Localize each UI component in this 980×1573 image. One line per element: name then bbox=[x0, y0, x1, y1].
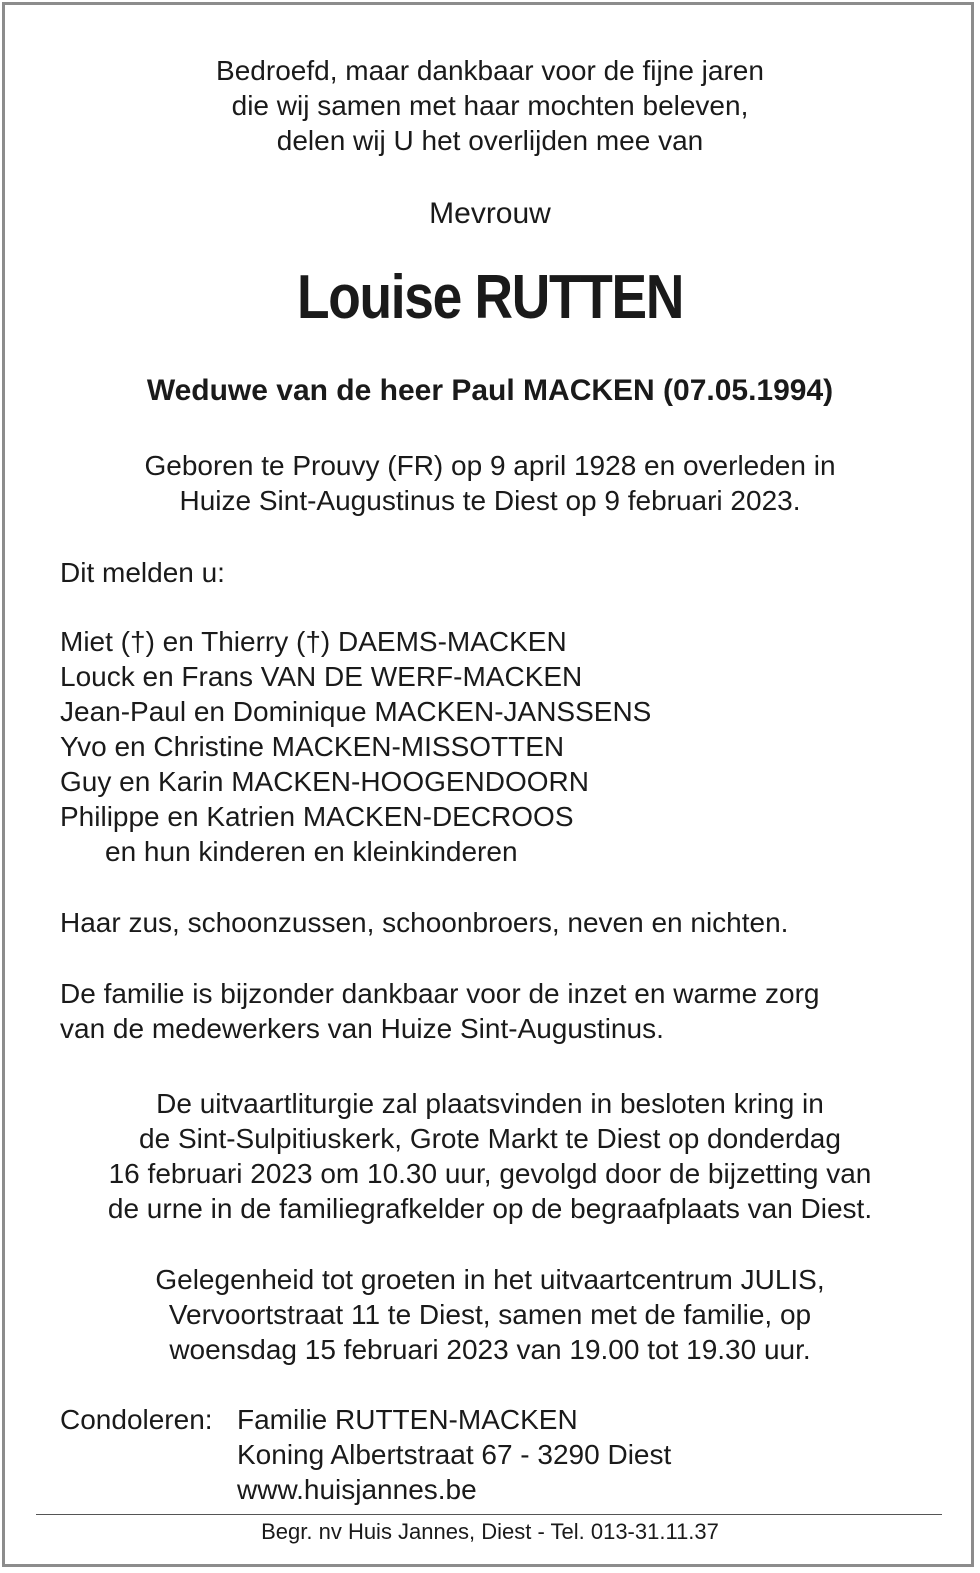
birth-death-line: Huize Sint-Augustinus te Diest op 9 februari 2023. bbox=[179, 485, 801, 516]
funeral-line: De uitvaartliturgie zal plaatsvinden in besloten kring in bbox=[156, 1088, 824, 1119]
funeral-line: 16 februari 2023 om 10.30 uur, gevolgd door de bijzetting van bbox=[108, 1158, 872, 1189]
footer-divider bbox=[36, 1514, 942, 1515]
family-member: Yvo en Christine MACKEN-MISSOTTEN bbox=[60, 731, 565, 762]
intro-line: delen wij U het overlijden mee van bbox=[276, 125, 704, 156]
family-member: Jean-Paul en Dominique MACKEN-JANSSENS bbox=[60, 696, 652, 727]
family-member: Guy en Karin MACKEN-HOOGENDOORN bbox=[60, 766, 589, 797]
birth-death-line: Geboren te Prouvy (FR) op 9 april 1928 en overleden in bbox=[144, 450, 836, 481]
intro-line: die wij samen met haar mochten beleven, bbox=[231, 90, 749, 121]
thanks-line: De familie is bijzonder dankbaar voor de inzet en warme zorg bbox=[60, 978, 820, 1009]
relatives-line: Haar zus, schoonzussen, schoonbroers, neven en nichten. bbox=[60, 907, 789, 938]
funeral-line: de urne in de familiegrafkelder op de begraafplaats van Diest. bbox=[107, 1193, 873, 1224]
deceased-relation: Weduwe van de heer Paul MACKEN (07.05.1994) bbox=[146, 374, 834, 407]
funeral-line: de Sint-Sulpitiuskerk, Grote Markt te Diest op donderdag bbox=[139, 1123, 841, 1154]
condolences-website-link[interactable]: www.huisjannes.be bbox=[237, 1474, 477, 1505]
family-member: Philippe en Katrien MACKEN-DECROOS bbox=[60, 801, 574, 832]
visitation-line: Vervoortstraat 11 te Diest, samen met de familie, op bbox=[168, 1299, 812, 1330]
condolences-address: Koning Albertstraat 67 - 3290 Diest bbox=[237, 1439, 672, 1470]
condolences-family: Familie RUTTEN-MACKEN bbox=[237, 1404, 578, 1435]
thanks-line: van de medewerkers van Huize Sint-Augustinus. bbox=[60, 1013, 664, 1044]
funeral-home-footer: Begr. nv Huis Jannes, Diest - Tel. 013-31.11.37 bbox=[261, 1519, 719, 1544]
visitation-line: woensdag 15 februari 2023 van 19.00 tot 19.30 uur. bbox=[169, 1334, 811, 1365]
deceased-name: Louise RUTTEN bbox=[296, 263, 684, 332]
visitation-line: Gelegenheid tot groeten in het uitvaartcentrum JULIS, bbox=[155, 1264, 825, 1295]
intro-line: Bedroefd, maar dankbaar voor de fijne jaren bbox=[216, 55, 764, 86]
deceased-title: Mevrouw bbox=[429, 197, 551, 230]
family-member: Louck en Frans VAN DE WERF-MACKEN bbox=[60, 661, 583, 692]
family-member: Miet (†) en Thierry (†) DAEMS-MACKEN bbox=[60, 626, 567, 657]
announcers-heading: Dit melden u: bbox=[60, 557, 225, 588]
descendants-line: en hun kinderen en kleinkinderen bbox=[105, 836, 518, 867]
condolences-label: Condoleren: bbox=[60, 1404, 213, 1435]
